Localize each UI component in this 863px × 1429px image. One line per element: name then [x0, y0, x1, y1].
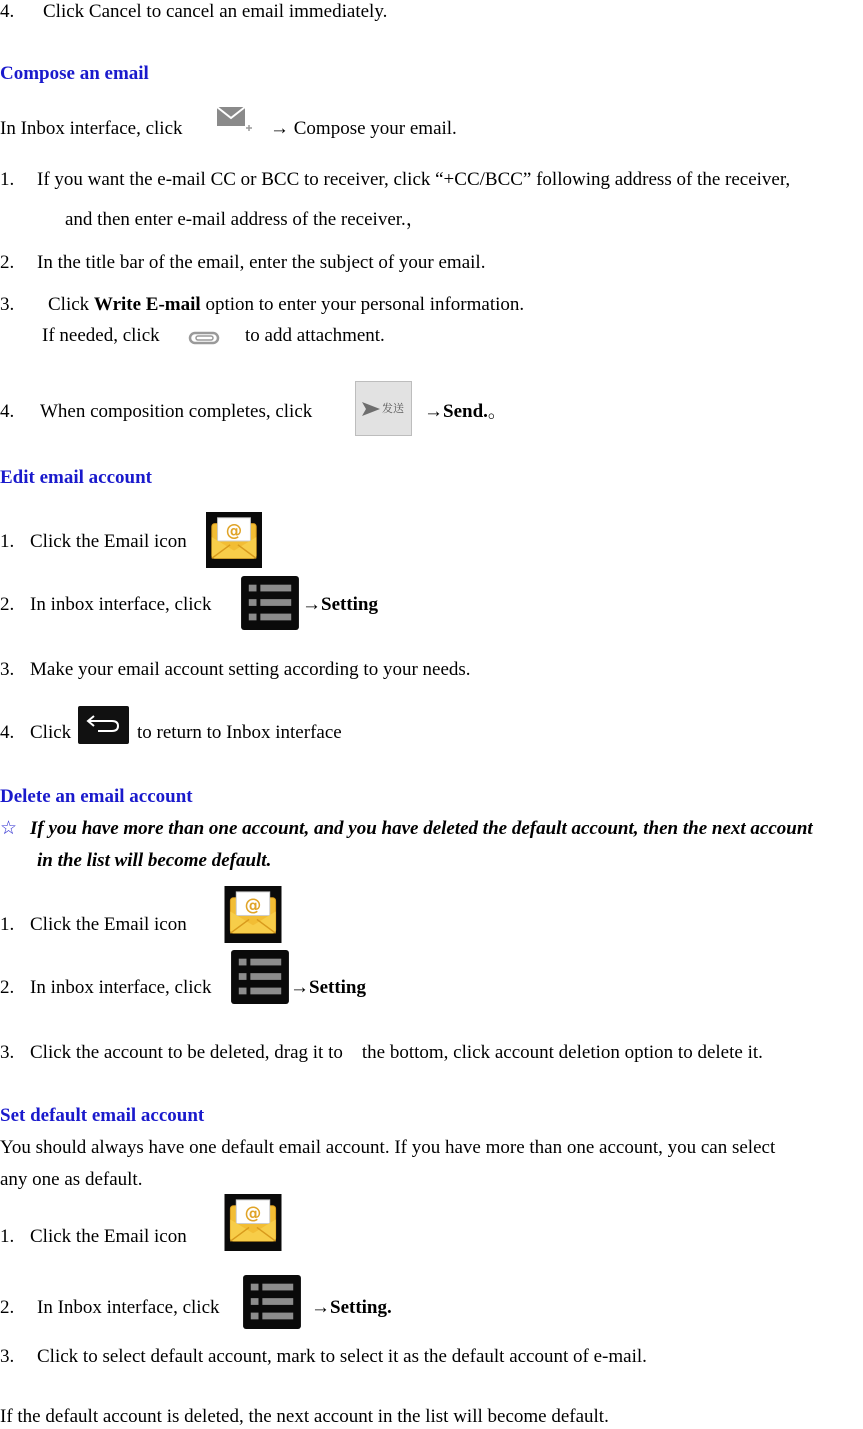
compose-step-4-top: [0, 0, 387, 24]
default-step-2-pre: In Inbox interface, click: [37, 1297, 220, 1318]
delete-note-line1: If you have more than one account, and you have deleted the default account, then the next account: [30, 818, 813, 839]
delete-step-1-text: Click the Email icon: [30, 914, 187, 935]
delete-heading: Delete an email account: [0, 786, 193, 807]
edit-step-3-num: 3.: [0, 659, 15, 680]
compose-intro-post: → Compose your email.: [270, 118, 457, 139]
delete-step-2-pre: In inbox interface, click: [30, 977, 212, 998]
step-text: Click Cancel to cancel an email immediately.: [43, 1, 388, 22]
delete-note-star: [0, 817, 17, 841]
default-step-2-post: →Setting.: [311, 1297, 392, 1318]
delete-step-1-num: 1.: [0, 914, 15, 935]
compose-step-2-num: 2.: [0, 252, 15, 273]
default-step-1-num: 1.: [0, 1226, 15, 1247]
email-app-icon: [224, 886, 282, 943]
edit-step-2-pre: In inbox interface, click: [30, 594, 212, 615]
send-tail: 。: [487, 401, 507, 422]
edit-step-4-num: 4.: [0, 722, 15, 743]
star-icon: ☆: [0, 818, 18, 839]
delete-step-3-text: Click the account to be deleted, drag it to the bottom, click account deletion option to delete it.: [30, 1042, 763, 1063]
default-step-3-text: Click to select default account, mark to select it as the default account of e-mail.: [37, 1346, 647, 1367]
edit-heading: Edit email account: [0, 467, 152, 488]
delete-step-3-num: 3.: [0, 1042, 15, 1063]
compose-step-1-line2: and then enter e-mail address of the receiver.，: [65, 209, 425, 230]
compose-heading: Compose an email: [0, 63, 149, 84]
compose-intro: [0, 117, 183, 141]
edit-step-1-text: Click the Email icon: [30, 531, 187, 552]
compose-step-2-text: In the title bar of the email, enter the subject of your email.: [37, 252, 486, 273]
back-icon: [78, 706, 129, 744]
compose-intro-pre: In Inbox interface, click: [0, 118, 183, 139]
compose-step-3-num: 3.: [0, 294, 15, 315]
edit-step-3-text: Make your email account setting according to your needs.: [30, 659, 471, 680]
edit-step-2-post: →Setting: [302, 594, 378, 615]
attach-pre: If needed, click: [42, 325, 160, 346]
step-number: 4.: [0, 1, 15, 22]
delete-step-2-post: →Setting: [290, 977, 366, 998]
send-button-label: 发送: [382, 402, 404, 415]
compose-step-3-text: [48, 293, 524, 317]
email-app-icon: [224, 1194, 282, 1251]
compose-step-4-num: 4.: [0, 401, 15, 422]
send-arrow-icon: [361, 401, 381, 417]
step-3-pre: Click: [48, 294, 94, 315]
edit-step-4-pre: Click: [30, 722, 72, 743]
step-number: 1.: [0, 169, 15, 190]
compose-step-1-line1: If you want the e-mail CC or BCC to receiver, click “+CC/BCC” following address of the receiver,: [37, 169, 791, 190]
default-intro-line1: You should always have one default email account. If you have more than one account, you can select: [0, 1137, 776, 1158]
default-intro-line2: any one as default.: [0, 1169, 143, 1190]
send-button-icon: [355, 381, 412, 436]
send-label: →Send.: [424, 401, 488, 422]
edit-step-2-num: 2.: [0, 594, 15, 615]
default-footer: If the default account is deleted, the next account in the list will become default.: [0, 1406, 609, 1427]
default-step-3-num: 3.: [0, 1346, 15, 1367]
compose-step-1: [0, 168, 14, 192]
write-email-option: Write E-mail: [93, 294, 201, 315]
menu-icon: [240, 576, 300, 630]
default-heading: Set default email account: [0, 1105, 205, 1126]
compose-step-4-pre: When composition completes, click: [40, 401, 313, 422]
paperclip-icon: [188, 330, 220, 346]
delete-step-2-num: 2.: [0, 977, 15, 998]
menu-icon: [242, 1275, 302, 1329]
compose-mail-icon: [215, 105, 253, 133]
attach-post: to add attachment.: [245, 325, 385, 346]
edit-step-1-num: 1.: [0, 531, 15, 552]
menu-icon: [231, 950, 289, 1004]
default-step-1-text: Click the Email icon: [30, 1226, 187, 1247]
compose-step-4-post: [424, 400, 507, 424]
delete-note-line2: in the list will become default.: [37, 850, 272, 871]
default-step-2-num: 2.: [0, 1297, 15, 1318]
step-3-post: option to enter your personal information.: [200, 294, 525, 315]
email-app-icon: [205, 512, 263, 568]
edit-step-4-post: to return to Inbox interface: [137, 722, 342, 743]
